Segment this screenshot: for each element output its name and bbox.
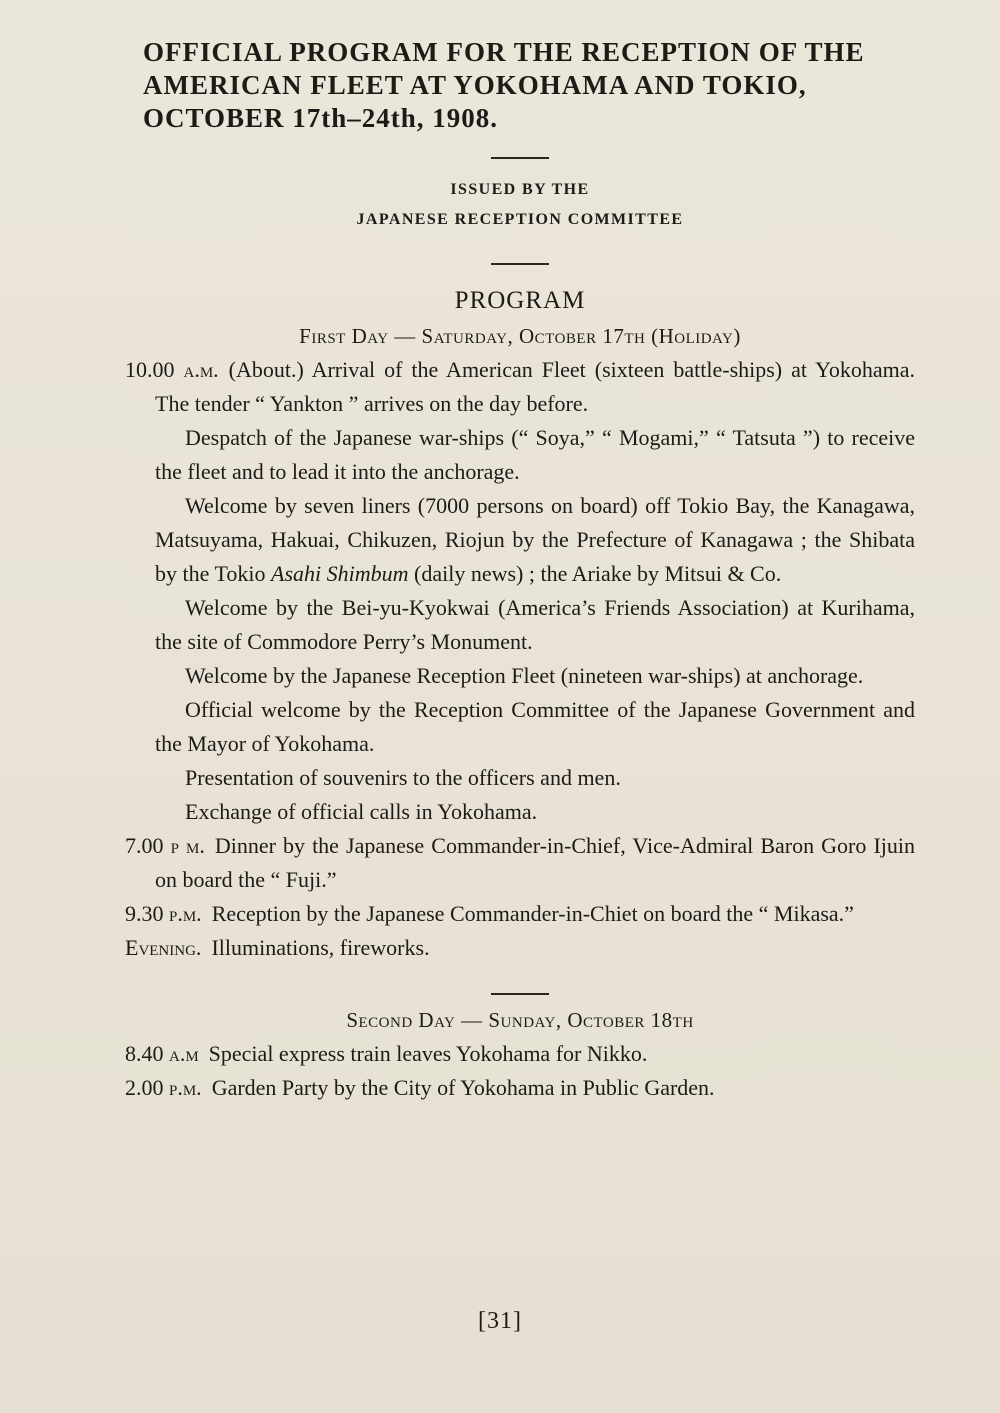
entry-text: (About.) Arrival of the American Fleet (sixteen battle-ships) at Yokohama. The tender “ Yankton ” arrives on the day before. xyxy=(155,357,915,416)
entry-time: Evening. xyxy=(125,935,202,960)
entry-text: Special express train leaves Yokohama for Nikko. xyxy=(208,1041,648,1066)
committee-name: JAPANESE RECEPTION COMMITTEE xyxy=(356,211,684,228)
schedule-entry xyxy=(125,829,915,897)
first-day-heading: First Day — Saturday, October 17th (Holiday) xyxy=(299,324,741,348)
entry-text: Illuminations, fireworks. xyxy=(211,935,430,960)
entry-text: Reception by the Japanese Commander-in-Chiet on board the “ Mikasa.” xyxy=(211,901,854,926)
issued-by-line: ISSUED BY THE xyxy=(450,181,590,198)
entry-time: 2.00 p.m. xyxy=(125,1075,202,1100)
paragraph-official-welcome: Official welcome by the Reception Committee of the Japanese Government and the Mayor of Yokohama. xyxy=(155,697,915,756)
entry-time: 7.00 p m. xyxy=(125,833,205,858)
schedule-entry xyxy=(125,1037,915,1071)
schedule-entry xyxy=(125,897,915,931)
paragraph-bei-yu-kyokwai: Welcome by the Bei-yu-Kyokwai (America’s Friends Association) at Kurihama, the site of Commodore Perry’s Monument. xyxy=(155,595,915,654)
page-number: [31] xyxy=(478,1308,522,1334)
second-day-heading: Second Day — Sunday, October 18th xyxy=(346,1008,694,1032)
paragraph-despatch: Despatch of the Japanese war-ships (“ Soya,” “ Mogami,” “ Tatsuta ”) to receive the fleet and to lead it into the anchorage. xyxy=(155,425,915,484)
issued-by-block xyxy=(125,175,915,235)
entry-text: Garden Party by the City of Yokohama in Public Garden. xyxy=(211,1075,715,1100)
paragraph-official-calls: Exchange of official calls in Yokohama. xyxy=(185,799,538,824)
entry-time: 10.00 a.m. xyxy=(125,357,219,382)
divider-rule xyxy=(491,263,549,265)
paragraph-reception-fleet: Welcome by the Japanese Reception Fleet (nineteen war-ships) at anchorage. xyxy=(185,663,864,688)
schedule-entry xyxy=(125,353,915,421)
paragraph-souvenirs: Presentation of souvenirs to the officers and men. xyxy=(185,765,621,790)
page-content xyxy=(125,36,915,1105)
schedule-entry xyxy=(125,931,915,965)
entry-time: 8.40 a.m xyxy=(125,1041,199,1066)
liners-text: Welcome by seven liners (7000 persons on board) off Tokio Bay, the Kanagawa, Matsuyama, Hakuai, Chikuzen, Riojun by the Prefecture of Kanagawa ; the Shibata by the Tokio xyxy=(155,493,915,586)
liners-text-end: (daily news) ; the Ariake by Mitsui & Co. xyxy=(414,561,782,586)
divider-rule xyxy=(491,993,549,995)
divider-rule xyxy=(491,157,549,159)
document-title: OFFICIAL PROGRAM FOR THE RECEPTION OF THE AMERICAN FLEET AT YOKOHAMA AND TOKIO, OCTOBER 17th–24th, 1908. xyxy=(143,37,865,133)
newspaper-name: Asahi Shimbum xyxy=(271,561,409,586)
program-heading: PROGRAM xyxy=(454,287,586,314)
schedule-entry xyxy=(125,1071,915,1105)
paragraph-liners xyxy=(125,489,915,591)
entry-text: Dinner by the Japanese Commander-in-Chief, Vice-Admiral Baron Goro Ijuin on board the “ Fuji.” xyxy=(155,833,915,892)
entry-time: 9.30 p.m. xyxy=(125,901,202,926)
